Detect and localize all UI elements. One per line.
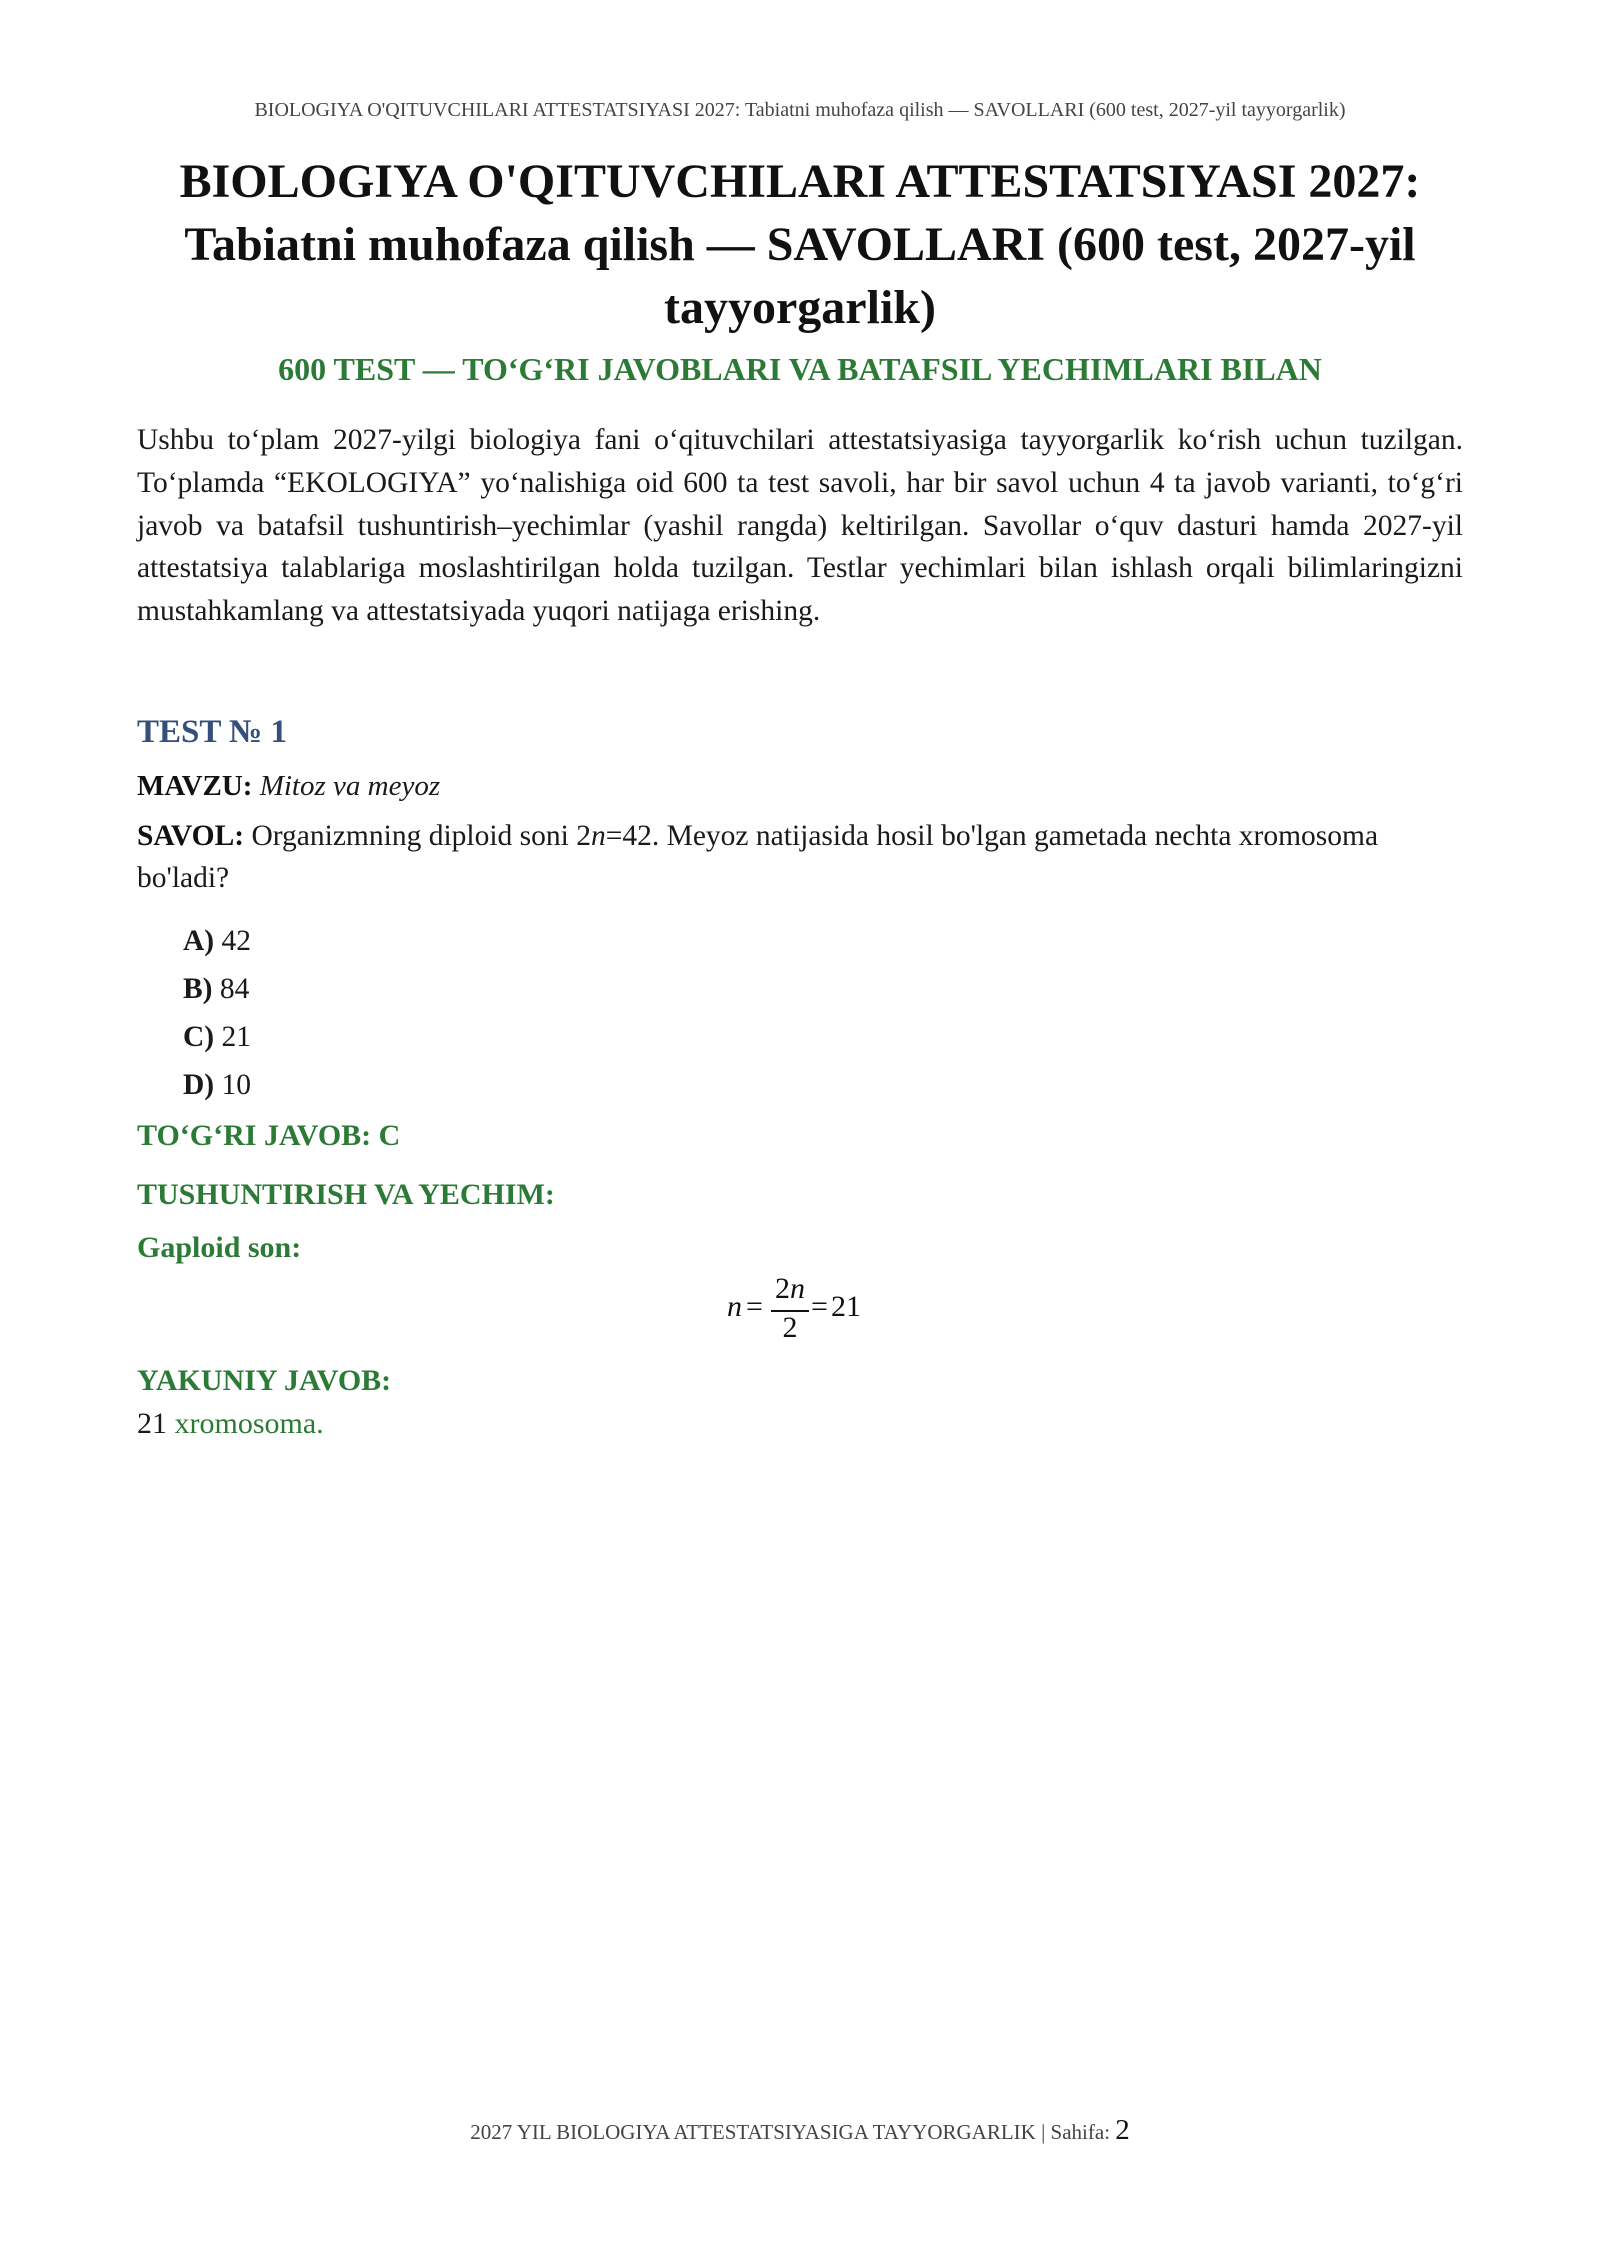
formula-lhs: n xyxy=(727,1290,742,1323)
final-value: 21 xyxy=(137,1407,167,1440)
option-c xyxy=(183,1013,251,1061)
question-text xyxy=(137,815,1463,899)
footer-page-label: Sahifa: xyxy=(1050,2120,1111,2144)
question-label: SAVOL: xyxy=(137,820,245,852)
topic-label: MAVZU: xyxy=(137,770,253,802)
option-text: 21 xyxy=(221,1021,252,1053)
running-header: BIOLOGIYA O'QITUVCHILARI ATTESTATSIYASI 2027: Tabiatni muhofaza qilish — SAVOLLARI (600 test, 2027-yil tayyorgarlik) xyxy=(254,99,1346,121)
option-a xyxy=(183,917,251,965)
final-unit: xromosoma. xyxy=(174,1407,324,1440)
haploid-formula xyxy=(727,1270,927,1350)
option-text: 10 xyxy=(221,1069,252,1101)
title-line-3: tayyorgarlik) xyxy=(664,281,936,334)
answer-options xyxy=(183,917,251,1109)
final-answer-heading: YAKUNIY JAVOB: xyxy=(137,1364,392,1397)
formula-equals-2: = xyxy=(811,1290,828,1323)
option-letter: C) xyxy=(183,1021,215,1053)
question-math-var: n xyxy=(590,820,606,852)
question-pre: Organizmning diploid soni xyxy=(251,820,577,852)
option-text: 42 xyxy=(221,925,252,957)
option-text: 84 xyxy=(219,973,250,1005)
question-post: . Meyoz natijasida hosil bo'lgan gametada nechta xromosoma bo'ladi? xyxy=(137,820,1379,894)
question-math-rest: =42 xyxy=(605,820,652,852)
numerator-var: n xyxy=(790,1272,805,1305)
document-subtitle: 600 TEST — TO‘G‘RI JAVOBLARI VA BATAFSIL YECHIMLARI BILAN xyxy=(278,351,1322,387)
test-heading: TEST № 1 xyxy=(137,714,287,750)
formula-numerator xyxy=(771,1272,809,1306)
option-letter: D) xyxy=(183,1069,215,1101)
formula-denominator: 2 xyxy=(782,1311,798,1344)
formula-equals: = xyxy=(746,1290,763,1323)
question-math-coef: 2 xyxy=(576,820,591,852)
final-answer xyxy=(137,1404,324,1444)
page-footer xyxy=(0,2115,1600,2147)
formula-result: 21 xyxy=(831,1290,861,1323)
step-label: Gaploid son: xyxy=(137,1231,302,1264)
option-letter: B) xyxy=(183,973,213,1005)
page-number: 2 xyxy=(1115,2114,1130,2146)
option-d xyxy=(183,1061,251,1109)
topic-value: Mitoz va meyoz xyxy=(259,770,441,802)
option-b xyxy=(183,965,251,1013)
intro-paragraph: Ushbu to‘plam 2027-yilgi biologiya fani o‘qituvchilari attestatsiyasiga tayyorgarlik ko‘rish uchun tuzilgan. To‘plamda “EKOLOGIYA” yo‘nalishiga oid 600 ta test savoli, har bir savol uchun 4 ta javob varianti, to‘g‘ri javob va batafsil tushuntirish–yechimlar (yashil rangda) keltirilgan. Savollar o‘quv dasturi hamda 2027-yil attestatsiya talablariga moslashtirilgan holda tuzilgan. Testlar yechimlari bilan ishlash orqali bilimlaringizni mustahkamlang va attestatsiyada yuqori natijaga erishing. xyxy=(137,424,1463,628)
correct-answer: TO‘G‘RI JAVOB: C xyxy=(137,1119,401,1152)
title-line-2: Tabiatni muhofaza qilish — SAVOLLARI (600 test, 2027-yil xyxy=(184,218,1416,271)
topic-line xyxy=(137,766,440,806)
numerator-coef: 2 xyxy=(775,1272,790,1305)
document-title xyxy=(140,150,1460,339)
explanation-heading: TUSHUNTIRISH VA YECHIM: xyxy=(137,1178,555,1211)
footer-separator: | xyxy=(1041,2120,1046,2144)
title-line-1: BIOLOGIYA O'QITUVCHILARI ATTESTATSIYASI 2027: xyxy=(179,155,1421,208)
option-letter: A) xyxy=(183,925,215,957)
footer-text: 2027 YIL BIOLOGIYA ATTESTATSIYASIGA TAYYORGARLIK xyxy=(470,2120,1036,2144)
